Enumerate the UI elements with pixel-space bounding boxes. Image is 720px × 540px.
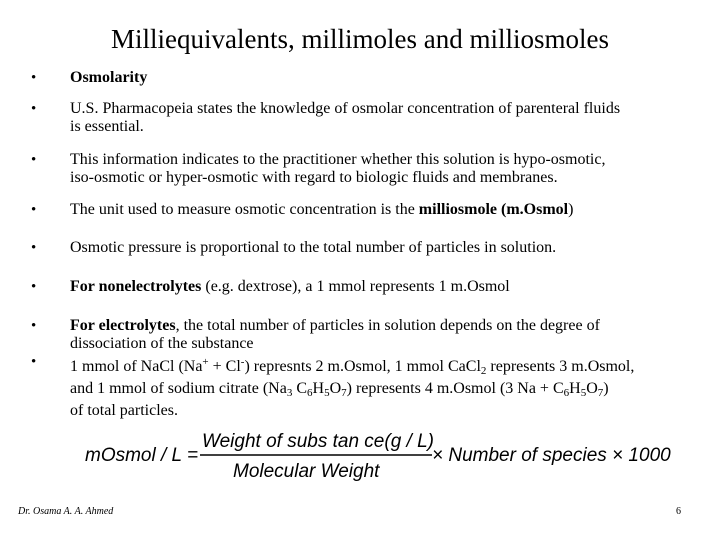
bullet-text	[70, 151, 702, 187]
formula-svg	[80, 424, 680, 484]
formula-denominator: Molecular Weight	[233, 461, 380, 482]
text-line: iso-osmotic or hyper-osmotic with regard to biologic fluids and membranes.	[70, 169, 558, 186]
text-line	[70, 317, 702, 335]
text-line: of total particles.	[70, 402, 178, 419]
text-line: This information indicates to the practitioner whether this solution is hypo-osmotic,	[70, 151, 606, 168]
bullet-text	[70, 201, 702, 219]
text-span: O	[586, 380, 598, 397]
text-span: )	[568, 201, 574, 218]
text-span: H	[312, 380, 325, 397]
bullet-text	[70, 278, 702, 296]
text-span: ) represnts 2 m.Osmol, 1 mmol CaCl	[244, 358, 481, 375]
text-line	[70, 380, 702, 402]
subscript: 2	[480, 365, 487, 377]
text-span: The unit used to measure osmotic concentration is the	[70, 201, 419, 218]
text-span: (e.g. dextrose), a 1 mmol represents 1 m.Osmol	[201, 278, 510, 295]
bullet-text	[70, 100, 702, 136]
bullet-dot: •	[31, 152, 37, 168]
text-line: is essential.	[70, 118, 144, 135]
subscript: 3	[286, 387, 293, 399]
bold-text: For electrolytes	[70, 317, 176, 334]
bold-text: Osmolarity	[70, 69, 148, 86]
bullet-dot: •	[31, 279, 37, 295]
text-line	[70, 353, 702, 380]
bold-text: For nonelectrolytes	[70, 278, 202, 295]
text-line: U.S. Pharmacopeia states the knowledge of osmolar concentration of parenteral fluids	[70, 100, 621, 117]
text-span: 1 mmol of NaCl (Na	[70, 358, 203, 375]
text-span: C	[292, 380, 308, 397]
bullet-dot: •	[31, 202, 37, 218]
superscript: +	[202, 356, 209, 368]
formula-lhs: mOsmol / L =	[85, 445, 199, 466]
text-span: and 1 mmol of sodium citrate (Na	[70, 380, 287, 397]
text-span: + Cl	[208, 358, 241, 375]
bold-text: milliosmole (m.Osmol	[418, 201, 569, 218]
text-span: , the total number of particles in solution depends on the degree of	[175, 317, 600, 334]
formula-rhs: × Number of species × 1000	[432, 445, 671, 466]
text-span: H	[569, 380, 581, 397]
subscript: 5	[580, 387, 587, 399]
text-line: dissociation of the substance	[70, 335, 254, 352]
superscript: -	[240, 356, 245, 368]
text-span: ) represents 4 m.Osmol (3 Na + C	[346, 380, 564, 397]
bullet-dot: •	[31, 240, 37, 256]
text-span: O	[329, 380, 342, 397]
subscript: 7	[597, 387, 604, 399]
bullet-dot: •	[31, 318, 37, 334]
formula-numerator: Weight of subs tan ce(g / L)	[202, 431, 434, 452]
bullet-dot: •	[31, 70, 37, 86]
bullet-dot: •	[31, 354, 37, 370]
page-number: 6	[676, 506, 681, 517]
slide-title: Milliequivalents, millimoles and milliosmoles	[111, 24, 609, 54]
subscript: 6	[563, 387, 570, 399]
bullet-text	[70, 353, 702, 420]
subscript: 7	[341, 387, 347, 399]
subscript: 6	[307, 387, 313, 399]
footer-author: Dr. Osama A. A. Ahmed	[18, 506, 114, 517]
bullet-text	[70, 69, 702, 87]
text-span: represents 3 m.Osmol,	[486, 358, 635, 375]
subscript: 5	[324, 387, 330, 399]
bullet-text: Osmotic pressure is proportional to the total number of particles in solution.	[70, 239, 557, 256]
text-span: )	[603, 380, 609, 397]
bullet-dot: •	[31, 101, 37, 117]
osmolarity-formula	[80, 424, 680, 484]
bullet-text	[70, 317, 702, 353]
